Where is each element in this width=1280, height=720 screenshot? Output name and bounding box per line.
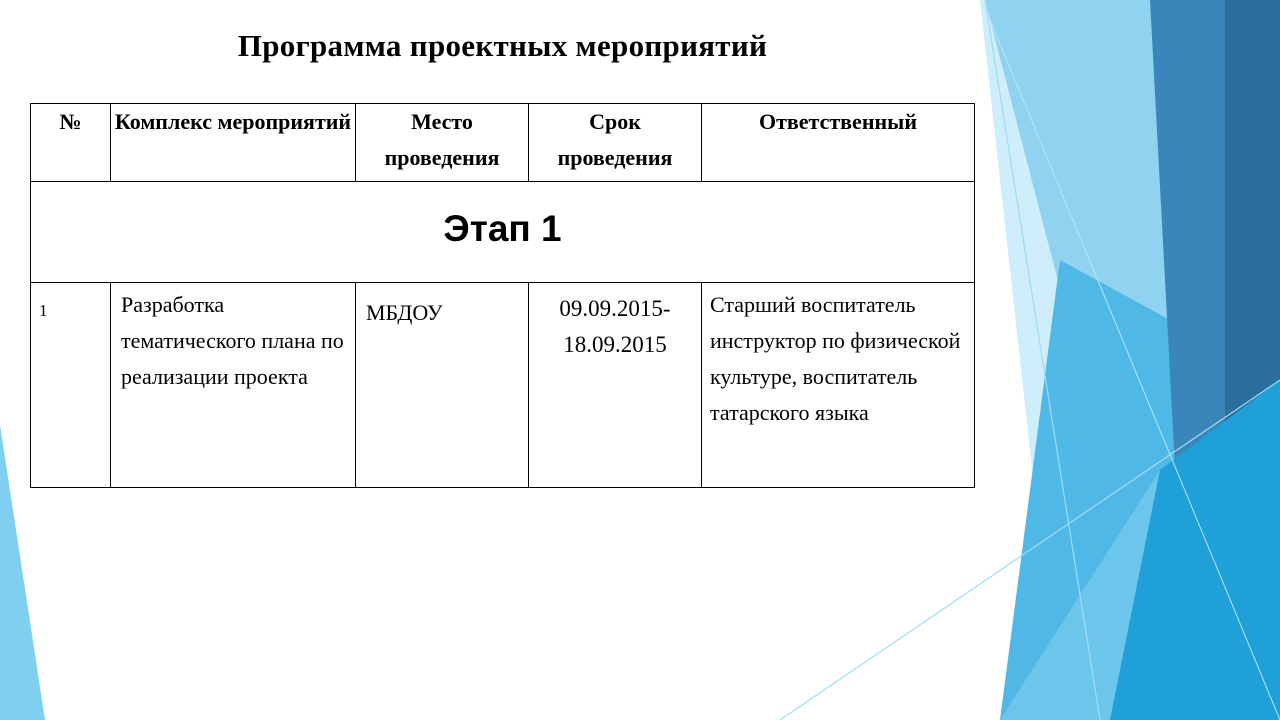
events-table: [30, 103, 975, 488]
stage-label: Этап 1: [31, 182, 975, 283]
header-activities: Комплекс мероприятий: [111, 104, 356, 182]
table-header-row: [31, 104, 975, 182]
table-row: [31, 283, 975, 488]
row-period: 09.09.2015-18.09.2015: [529, 283, 702, 488]
row-responsible: Старший воспитатель инструктор по физической культуре, воспитатель татарского языка: [702, 283, 975, 488]
slide-title: Программа проектных мероприятий: [237, 28, 768, 63]
row-place: МБДОУ: [356, 283, 529, 488]
header-number: №: [31, 104, 111, 182]
row-activity: Разработка тематического плана по реализации проекта: [111, 283, 356, 488]
row-number: 1: [31, 283, 111, 488]
stage-row: [31, 182, 975, 283]
header-place: Место проведения: [356, 104, 529, 182]
header-period: Срок проведения: [529, 104, 702, 182]
header-responsible: Ответственный: [702, 104, 975, 182]
